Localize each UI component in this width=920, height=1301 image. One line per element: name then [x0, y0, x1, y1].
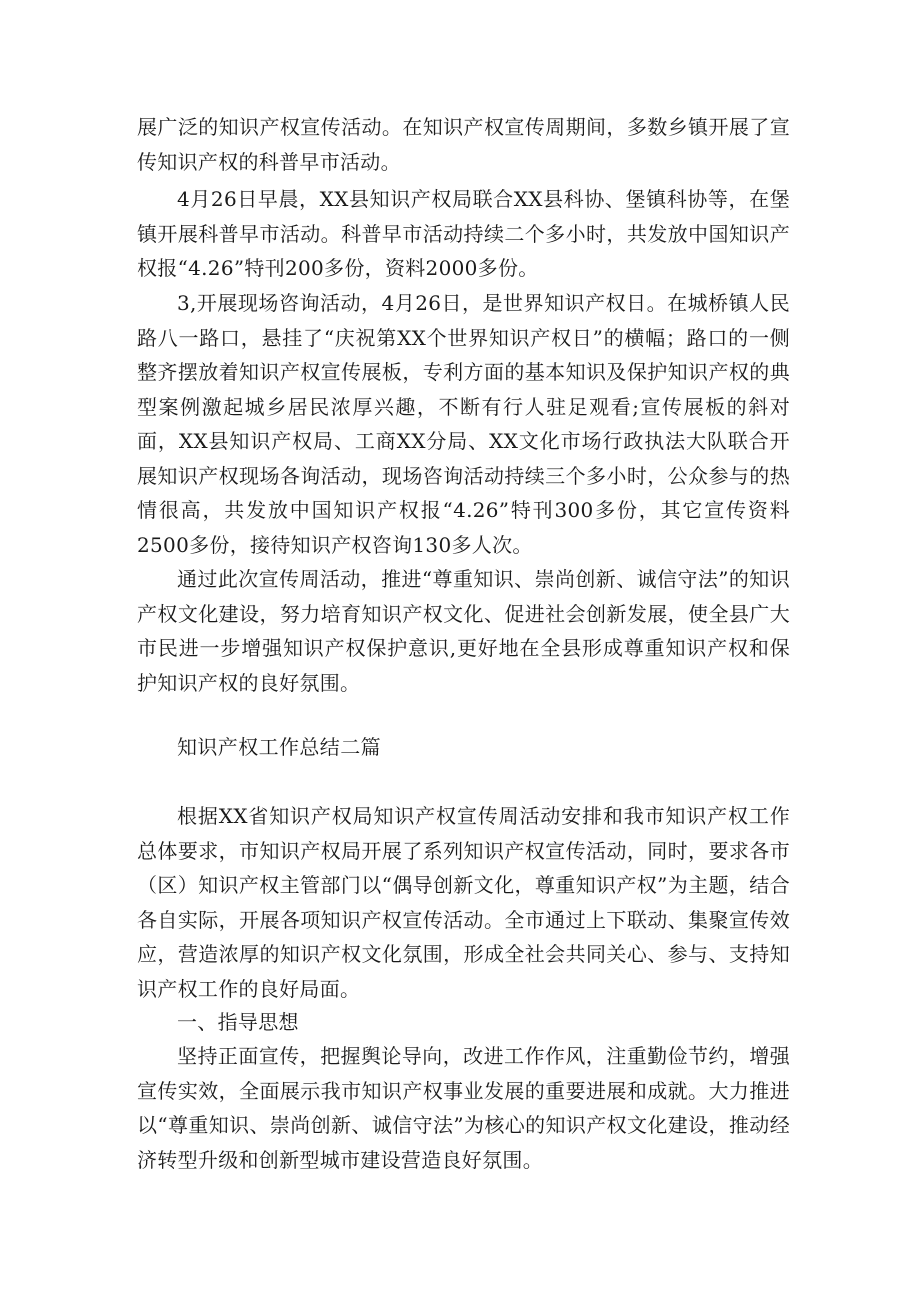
- paragraph-onsite-consulting: 3,开展现场咨询活动，4月26日，是世界知识产权日。在城桥镇人民路八一路口，悬挂了“庆祝第XX个世界知识产权日”的横幅；路口的一侧整齐摆放着知识产权宣传展板，专利方面的基本知识及保护知识产权的典型案例激起城乡居民浓厚兴趣，不断有行人驻足观看;宣传展板的斜对面，XX县知识产权局、工商XX分局、XX文化市场行政执法大队联合开展知识产权现场各询活动，现场咨询活动持续三个多小时，公众参与的热情很高，共发放中国知识产权报“4.26”特刊300多份，其它宣传资料2500多份，接待知识产权咨询130多人次。: [137, 291, 790, 557]
- section-title-guiding-thought: 一、指导思想: [177, 1010, 299, 1034]
- section-heading: 知识产权工作总结二篇: [177, 735, 381, 759]
- paragraph-guiding-thought: 坚持正面宣传，把握舆论导向，改进工作作风，注重勤俭节约，增强宣传实效，全面展示我市知识产权事业发展的重要进展和成就。大力推进以“尊重知识、崇尚创新、诚信守法”为核心的知识产权文化建设，推动经济转型升级和创新型城市建设营造良好氛围。: [137, 1044, 790, 1172]
- paragraph-intro-continuation: 展广泛的知识产权宣传活动。在知识产权宣传周期间，多数乡镇开展了宣传知识产权的科普早市活动。: [137, 115, 790, 174]
- paragraph-morning-market: 4月26日早晨，XX县知识产权局联合XX县科协、堡镇科协等，在堡镇开展科普早市活动。科普早市活动持续二个多小时，共发放中国知识产权报“4.26”特刊200多份，资料2000多份。: [137, 187, 790, 280]
- paragraph-summary: 通过此次宣传周活动，推进“尊重知识、崇尚创新、诚信守法”的知识产权文化建设，努力培育知识产权文化、促进社会创新发展，使全县广大市民进一步增强知识产权保护意识,更好地在全县形成尊重知识产权和保护知识产权的良好氛围。: [137, 567, 790, 695]
- paragraph-overview: 根据XX省知识产权局知识产权宣传周活动安排和我市知识产权工作总体要求，市知识产权局开展了系列知识产权宣传活动，同时，要求各市（区）知识产权主管部门以“偶导创新文化，尊重知识产权”为主题，结合各自实际，开展各项知识产权宣传活动。全市通过上下联动、集聚宣传效应，营造浓厚的知识产权文化氛围，形成全社会共同关心、参与、支持知识产权工作的良好局面。: [137, 804, 790, 1001]
